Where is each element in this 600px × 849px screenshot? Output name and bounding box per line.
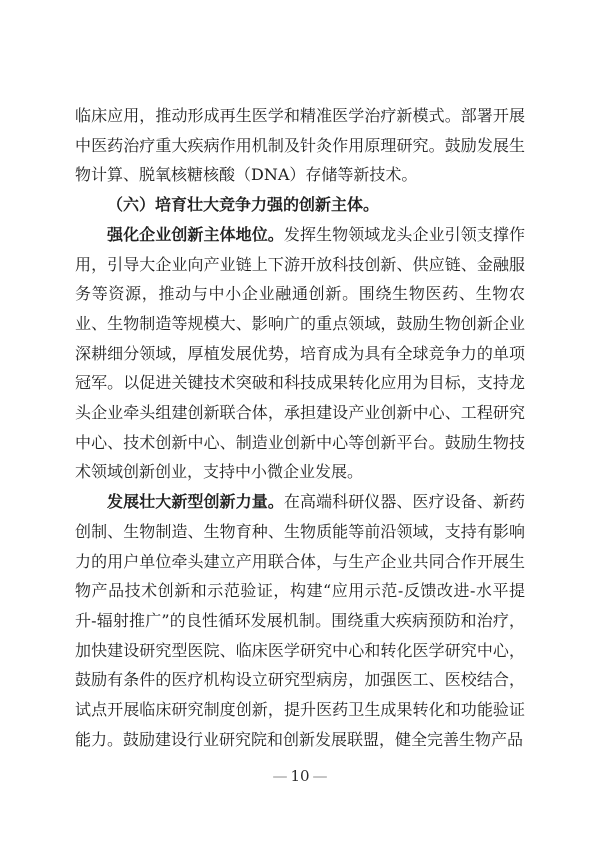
paragraph-continuation [75, 101, 525, 190]
section-heading-text: （六）培育壮大竞争力强的创新主体。 [107, 195, 380, 215]
page-number-value: 10 [290, 767, 310, 785]
paragraph-text: 在高端科研仪器、医疗设备、新药创制、生物制造、生物育种、生物质能等前沿领域，支持有影响力的用户单位牵头建立产用联合体，与生产企业共同合作开展生物产品技术创新和示范验证，构建“应用示范-反馈改进-水平提升-辐射推广”的良性循环发展机制。围绕重大疾病预防和治疗，加快建设研究型医院、临床医学研究中心和转化医学研究中心，鼓励有条件的医疗机构设立研究型病房，加强医工、医校结合，试点开展临床研究制度创新，提升医药卫生成果转化和功能验证能力。鼓励建设行业研究院和创新发展联盟，健全完善生物产品 [75, 492, 525, 749]
paragraph-text: 临床应用，推动形成再生医学和精准医学治疗新模式。部署开展中医药治疗重大疾病作用机制及针灸作用原理研究。鼓励发展生物计算、脱氧核糖核酸（DNA）存储等新技术。 [75, 106, 525, 185]
paragraph-text: 发挥生物领域龙头企业引领支撑作用，引导大企业向产业链上下游开放科技创新、供应链、金融服务等资源，推动与中小企业融通创新。围绕生物医药、生物农业、生物制造等规模大、影响广的重点领域，鼓励生物创新企业深耕细分领域，厚植发展优势，培育成为具有全球竞争力的单项冠军。以促进关键技术突破和科技成果转化应用为目标，支持龙头企业牵头组建创新联合体，承担建设产业创新中心、工程研究中心、技术创新中心、制造业创新中心等创新平台。鼓励生物技术领域创新创业，支持中小微企业发展。 [75, 224, 525, 482]
document-body [75, 101, 525, 754]
paragraph [75, 487, 525, 754]
section-heading [75, 190, 525, 220]
page-number-left-dash: — [272, 767, 288, 785]
paragraph [75, 220, 525, 487]
page-number-right-dash: — [312, 767, 328, 785]
paragraph-lead-sentence: 发展壮大新型创新力量。 [107, 492, 284, 512]
paragraph-lead-sentence: 强化企业创新主体地位。 [107, 224, 284, 244]
page-number [0, 766, 600, 786]
